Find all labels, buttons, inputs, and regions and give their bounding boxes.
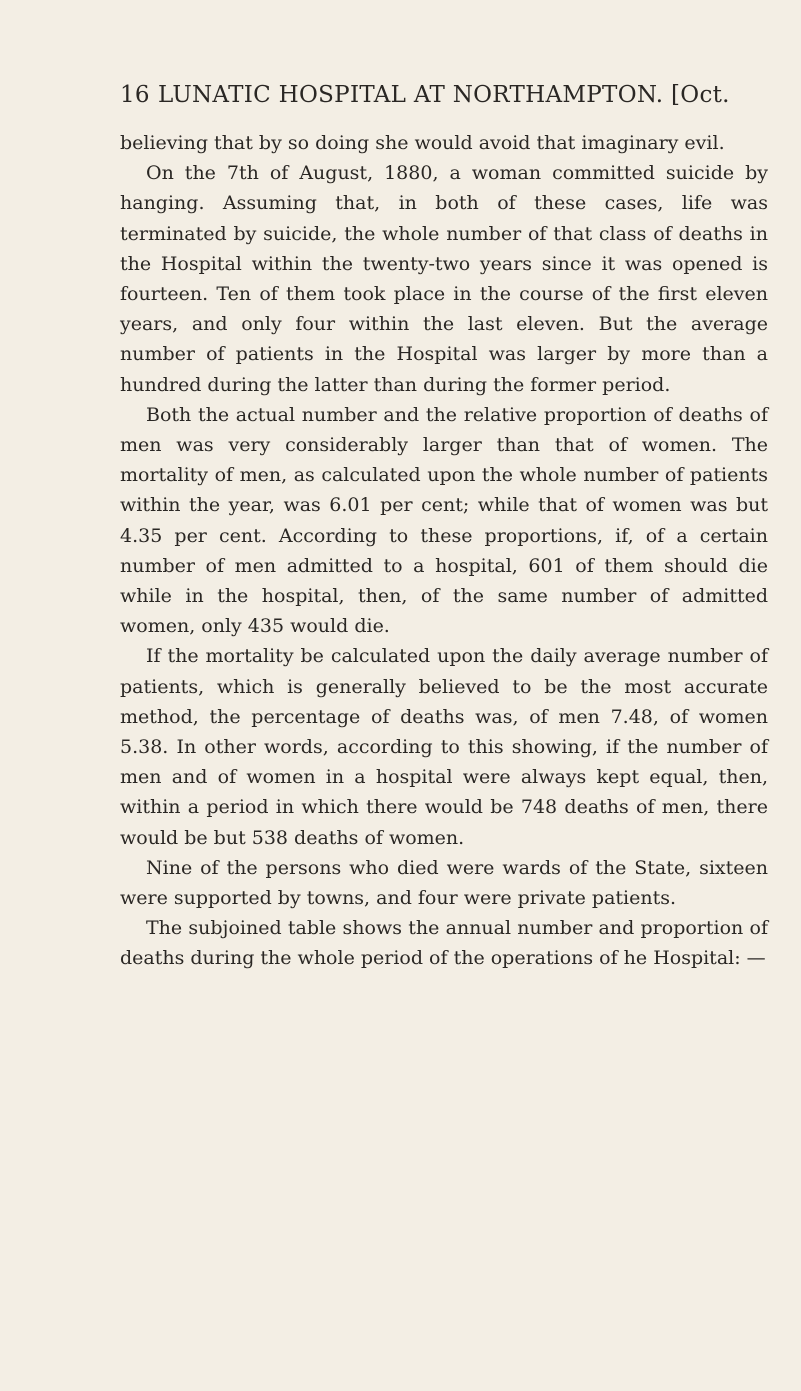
paragraph-suicide-count: On the 7th of August, 1880, a woman committed suicide by hanging. Assuming that, in both of these cases, life was terminated by suicide, the whole number of that class of deaths in the Hospital within the twenty-two years since it was opened is fourteen. Ten of them took place in the course of the first eleven years, and only four within the last eleven. But the average number of patients in the Hospital was larger by more than a hundred during the latter than during the former period. — [120, 162, 768, 396]
paragraph-table-intro: The subjoined table shows the annual number and proportion of deaths during the whole period of the operations of he Hospital: — — [120, 917, 768, 970]
body-text — [120, 128, 768, 974]
paragraph-daily-average-mortality: If the mortality be calculated upon the daily average number of patients, which is generally believed to be the most accurate method, the percentage of deaths was, of men 7.48, of women 5.38. In other words, according to this showing, if the number of men and of women in a hospital were always kept equal, then, within a period in which there would be 748 deaths of men, there would be but 538 deaths of women. — [120, 645, 768, 849]
paragraph-mortality-by-sex: Both the actual number and the relative proportion of deaths of men was very considerably larger than that of women. The mortality of men, as calculated upon the whole number of patients within the year, was 6.01 per cent; while that of women was but 4.35 per cent. According to these proportions, if, of a certain number of men admitted to a hospital, 601 of them should die while in the hospital, then, of the same number of admitted women, only 435 would die. — [120, 403, 768, 638]
running-title: LUNATIC HOSPITAL AT NORTHAMPTON. [Oct. — [158, 82, 730, 108]
page-number: 16 — [120, 82, 150, 108]
running-header — [120, 82, 763, 108]
paragraph-support-status: Nine of the persons who died were wards of the State, sixteen were supported by towns, and four were private patients. — [120, 856, 768, 910]
paragraph-continuation: believing that by so doing she would avoid that imaginary evil. — [120, 132, 725, 154]
